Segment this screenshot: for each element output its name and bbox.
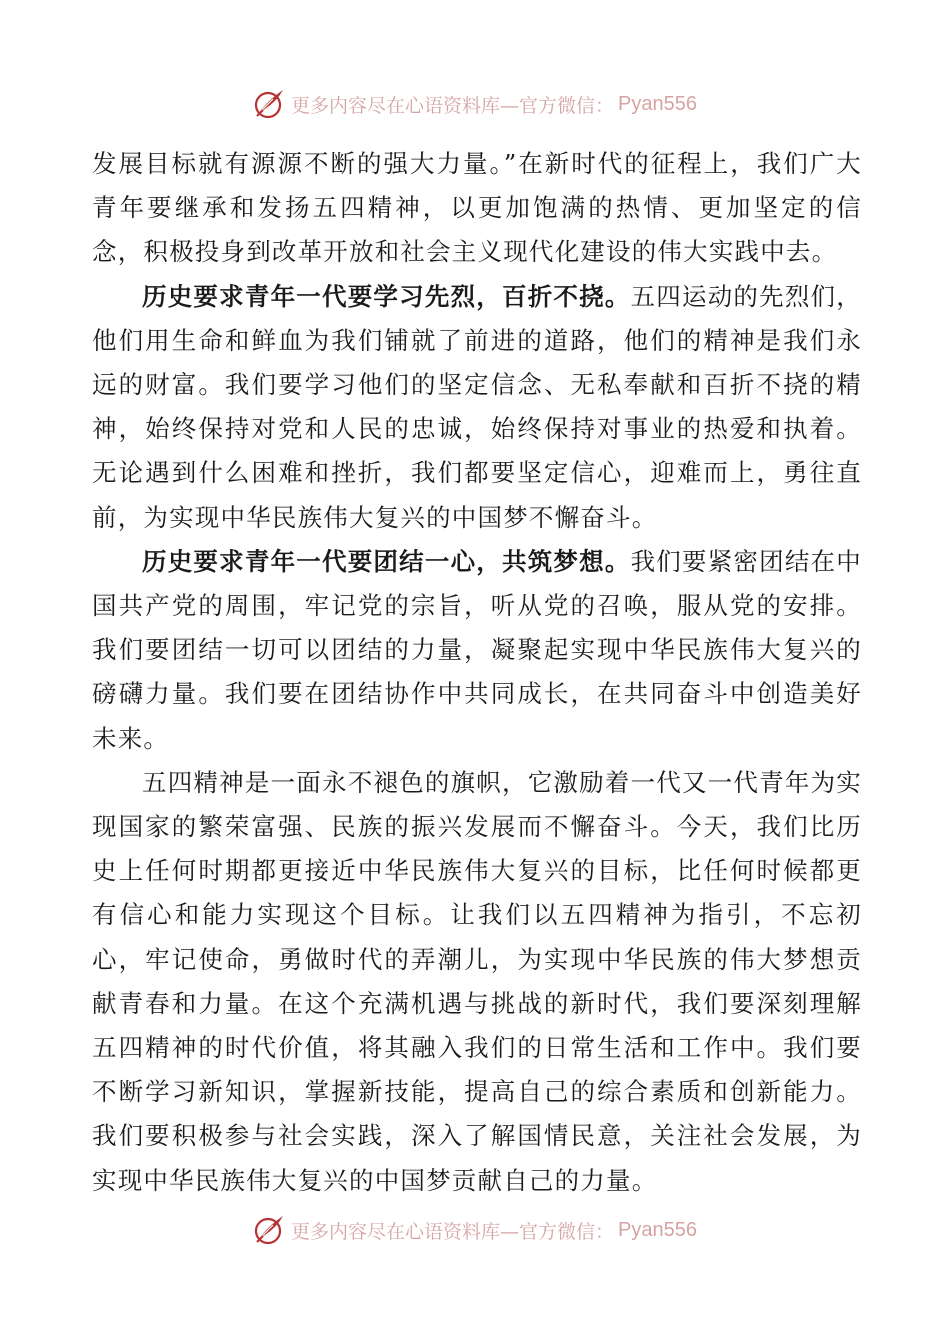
footer-banner: [0, 1210, 950, 1250]
quill-pen-icon: [253, 87, 287, 121]
banner-text: 更多内容尽在心语资料库—官方微信：: [291, 94, 615, 117]
paragraph-text: 五四运动的先烈们，他们用生命和鲜血为我们铺就了前进的道路，他们的精神是我们永远的财富。我们要学习他们的坚定信念、无私奉献和百折不挠的精神，始终保持对党和人民的忠诚，始终保持对事业的热爱和执着。无论遇到什么困难和挫折，我们都要坚定信心，迎难而上，勇往直前，为实现中华民族伟大复兴的中国梦不懈奋斗。: [92, 281, 862, 532]
paragraph-2: [92, 275, 862, 540]
quill-pen-icon: [253, 1213, 287, 1247]
paragraph-lead: 历史要求青年一代要学习先烈，百折不挠。: [142, 281, 631, 311]
banner-text: 更多内容尽在心语资料库—官方微信：: [291, 1220, 615, 1243]
paragraph-text: 我们要紧密团结在中国共产党的周围，牢记党的宗旨，听从党的召唤，服从党的安排。我们要团结一切可以团结的力量，凝聚起实现中华民族伟大复兴的磅礴力量。我们要在团结协作中共同成长，在共同奋斗中创造美好未来。: [92, 546, 862, 753]
paragraph-3: [92, 540, 862, 761]
document-body: [92, 142, 862, 1203]
paragraph-lead: 历史要求青年一代要团结一心，共筑梦想。: [142, 546, 631, 576]
paragraph-1: [92, 142, 862, 275]
paragraph-4: [92, 761, 862, 1203]
wechat-id: Pyan556: [618, 1218, 697, 1241]
paragraph-text: 五四精神是一面永不褪色的旗帜，它激励着一代又一代青年为实现国家的繁荣富强、民族的振兴发展而不懈奋斗。今天，我们比历史上任何时期都更接近中华民族伟大复兴的目标，比任何时候都更有信心和能力实现这个目标。让我们以五四精神为指引，不忘初心，牢记使命，勇做时代的弄潮儿，为实现中华民族的伟大梦想贡献青春和力量。在这个充满机遇与挑战的新时代，我们要深刻理解五四精神的时代价值，将其融入我们的日常生活和工作中。我们要不断学习新知识，掌握新技能，提高自己的综合素质和创新能力。我们要积极参与社会实践，深入了解国情民意，关注社会发展，为实现中华民族伟大复兴的中国梦贡献自己的力量。: [92, 767, 862, 1195]
header-banner: [0, 84, 950, 124]
paragraph-text: 发展目标就有源源不断的强大力量。”在新时代的征程上，我们广大青年要继承和发扬五四精神，以更加饱满的热情、更加坚定的信念，积极投身到改革开放和社会主义现代化建设的伟大实践中去。: [92, 149, 862, 267]
wechat-id: Pyan556: [618, 92, 697, 115]
